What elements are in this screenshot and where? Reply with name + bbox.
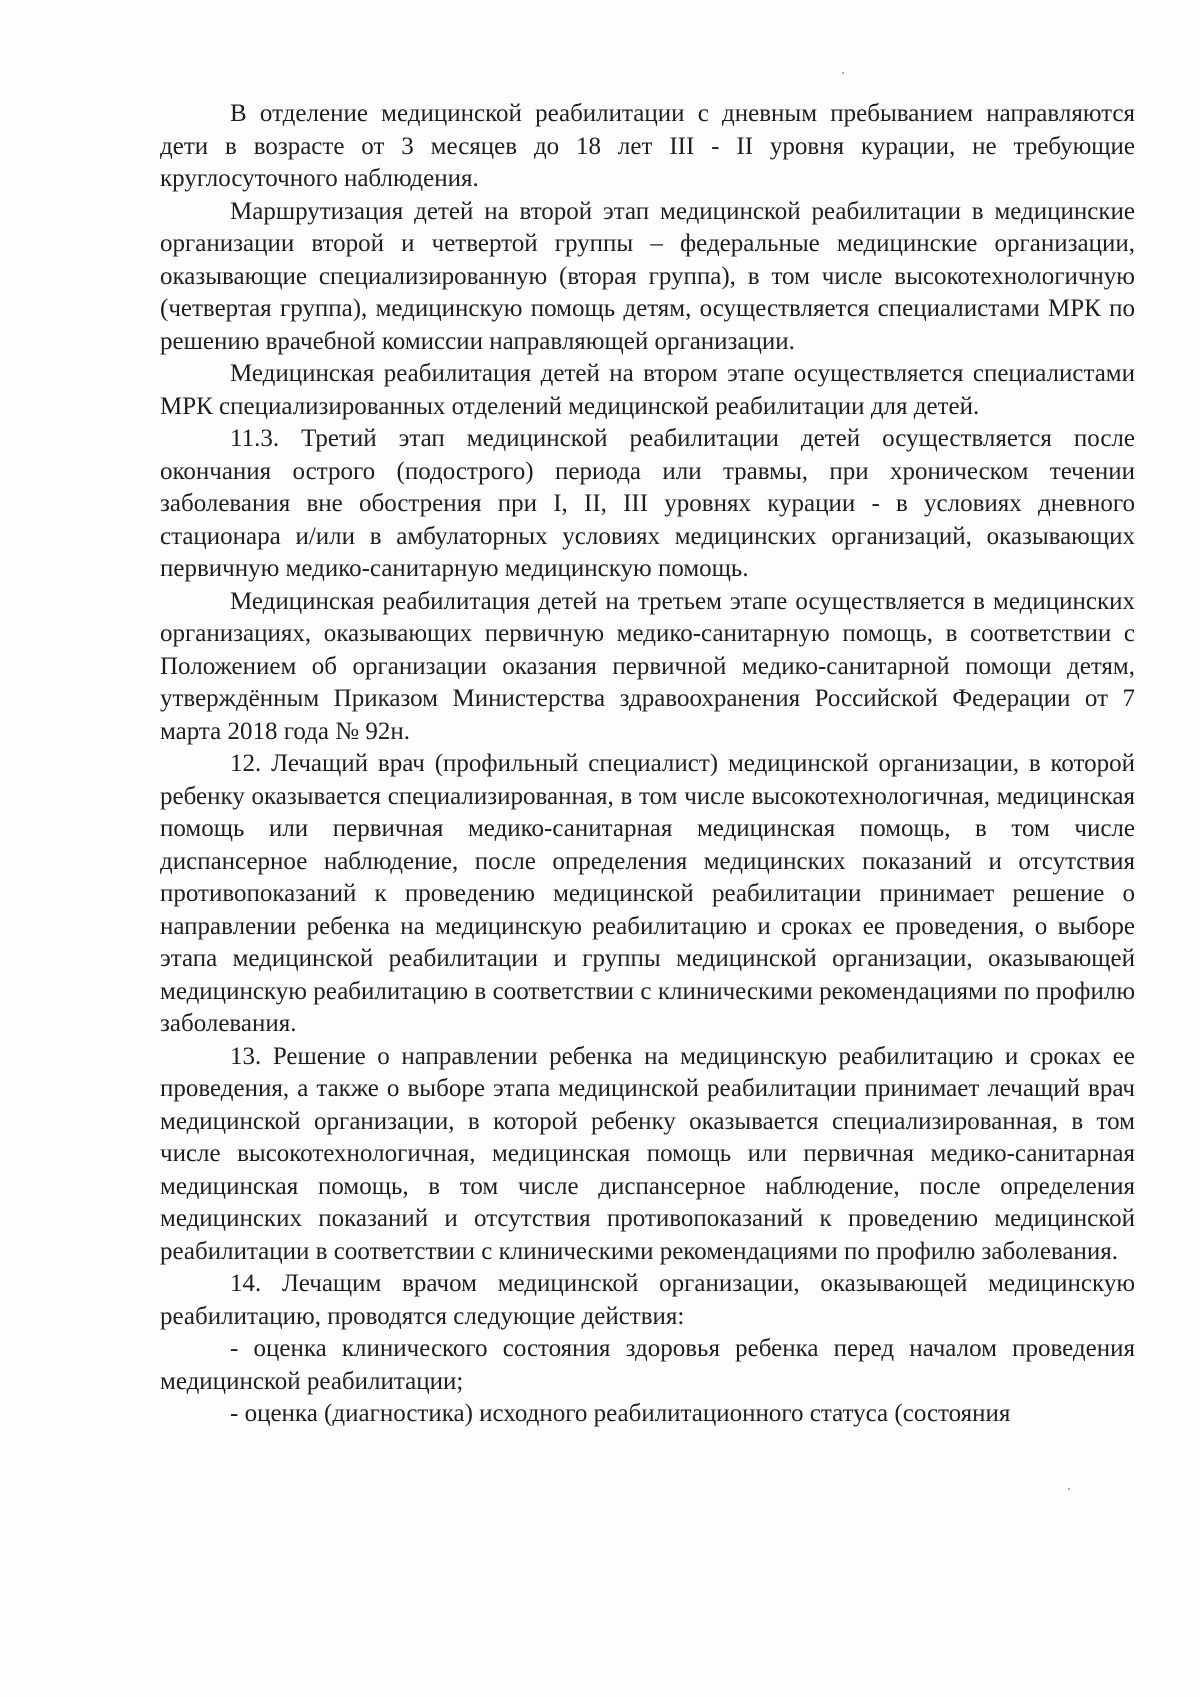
list-item-status-assessment: - оценка (диагностика) исходного реабилитационного статуса (состояния (230, 1400, 1011, 1427)
list-item-clinical-assessment: - оценка клинического состояния здоровья ребенка перед началом проведения медицинской реабилитации; (160, 1335, 1135, 1395)
document-body (160, 98, 1135, 1431)
scan-speck (842, 72, 844, 74)
paragraph-routing-second-stage: Маршрутизация детей на второй этап медицинской реабилитации в медицинские организации второй и четвертой группы – федеральные медицинские организации, оказывающие специализированную (вторая группа), в том числе высокотехнологичную (четвертая группа), медицинскую помощь детям, осуществляется специалистами МРК по решению врачебной комиссии направляющей организации. (160, 197, 1135, 355)
paragraph-section-13: 13. Решение о направлении ребенка на медицинскую реабилитацию и сроках ее проведения, а также о выборе этапа медицинской реабилитации принимает лечащий врач медицинской организации, в которой ребенку оказывается специализированная, в том числе высокотехнологичная, медицинская помощь или первичная медико-санитарная медицинская помощь, в том числе диспансерное наблюдение, после определения медицинских показаний и отсутствия противопоказаний к проведению медицинской реабилитации в соответствии с клиническими рекомендациями по профилю заболевания. (160, 1042, 1135, 1265)
paragraph-section-11-3: 11.3. Третий этап медицинской реабилитации детей осуществляется после окончания острого (подострого) периода или травмы, при хроническом течении заболевания вне обострения при I, II, III уровнях курации - в условиях дневного стационара и/или в амбулаторных условиях медицинских организаций, оказывающих первичную медико-санитарную медицинскую помощь. (160, 425, 1135, 582)
paragraph-third-stage-organizations: Медицинская реабилитация детей на третьем этапе осуществляется в медицинских организациях, оказывающих первичную медико-санитарную помощь, в соответствии с Положением об организации оказания первичной медико-санитарной помощи детям, утверждённым Приказом Министерства здравоохранения Российской Федерации от 7 марта 2018 года № 92н. (160, 587, 1135, 745)
scan-speck (1068, 1488, 1070, 1490)
paragraph-day-stay-department: В отделение медицинской реабилитации с дневным пребыванием направляются дети в возрасте от 3 месяцев до 18 лет III - II уровня курации, не требующие круглосуточного наблюдения. (160, 100, 1135, 192)
paragraph-section-14: 14. Лечащим врачом медицинской организации, оказывающей медицинскую реабилитацию, проводятся следующие действия: (160, 1270, 1135, 1330)
paragraph-section-12: 12. Лечащий врач (профильный специалист) медицинской организации, в которой ребенку оказывается специализированная, в том числе высокотехнологичная, медицинская помощь или первичная медико-санитарная медицинская помощь, в том числе диспансерное наблюдение, после определения медицинских показаний и отсутствия противопоказаний к проведению медицинской реабилитации принимает решение о направлении ребенка на медицинскую реабилитацию и сроках ее проведения, о выборе этапа медицинской реабилитации и группы медицинской организации, оказывающей медицинскую реабилитацию в соответствии с клиническими рекомендациями по профилю заболевания. (160, 750, 1135, 1037)
paragraph-second-stage-specialists: Медицинская реабилитация детей на втором этапе осуществляется специалистами МРК специализированных отделений медицинской реабилитации для детей. (160, 360, 1135, 420)
